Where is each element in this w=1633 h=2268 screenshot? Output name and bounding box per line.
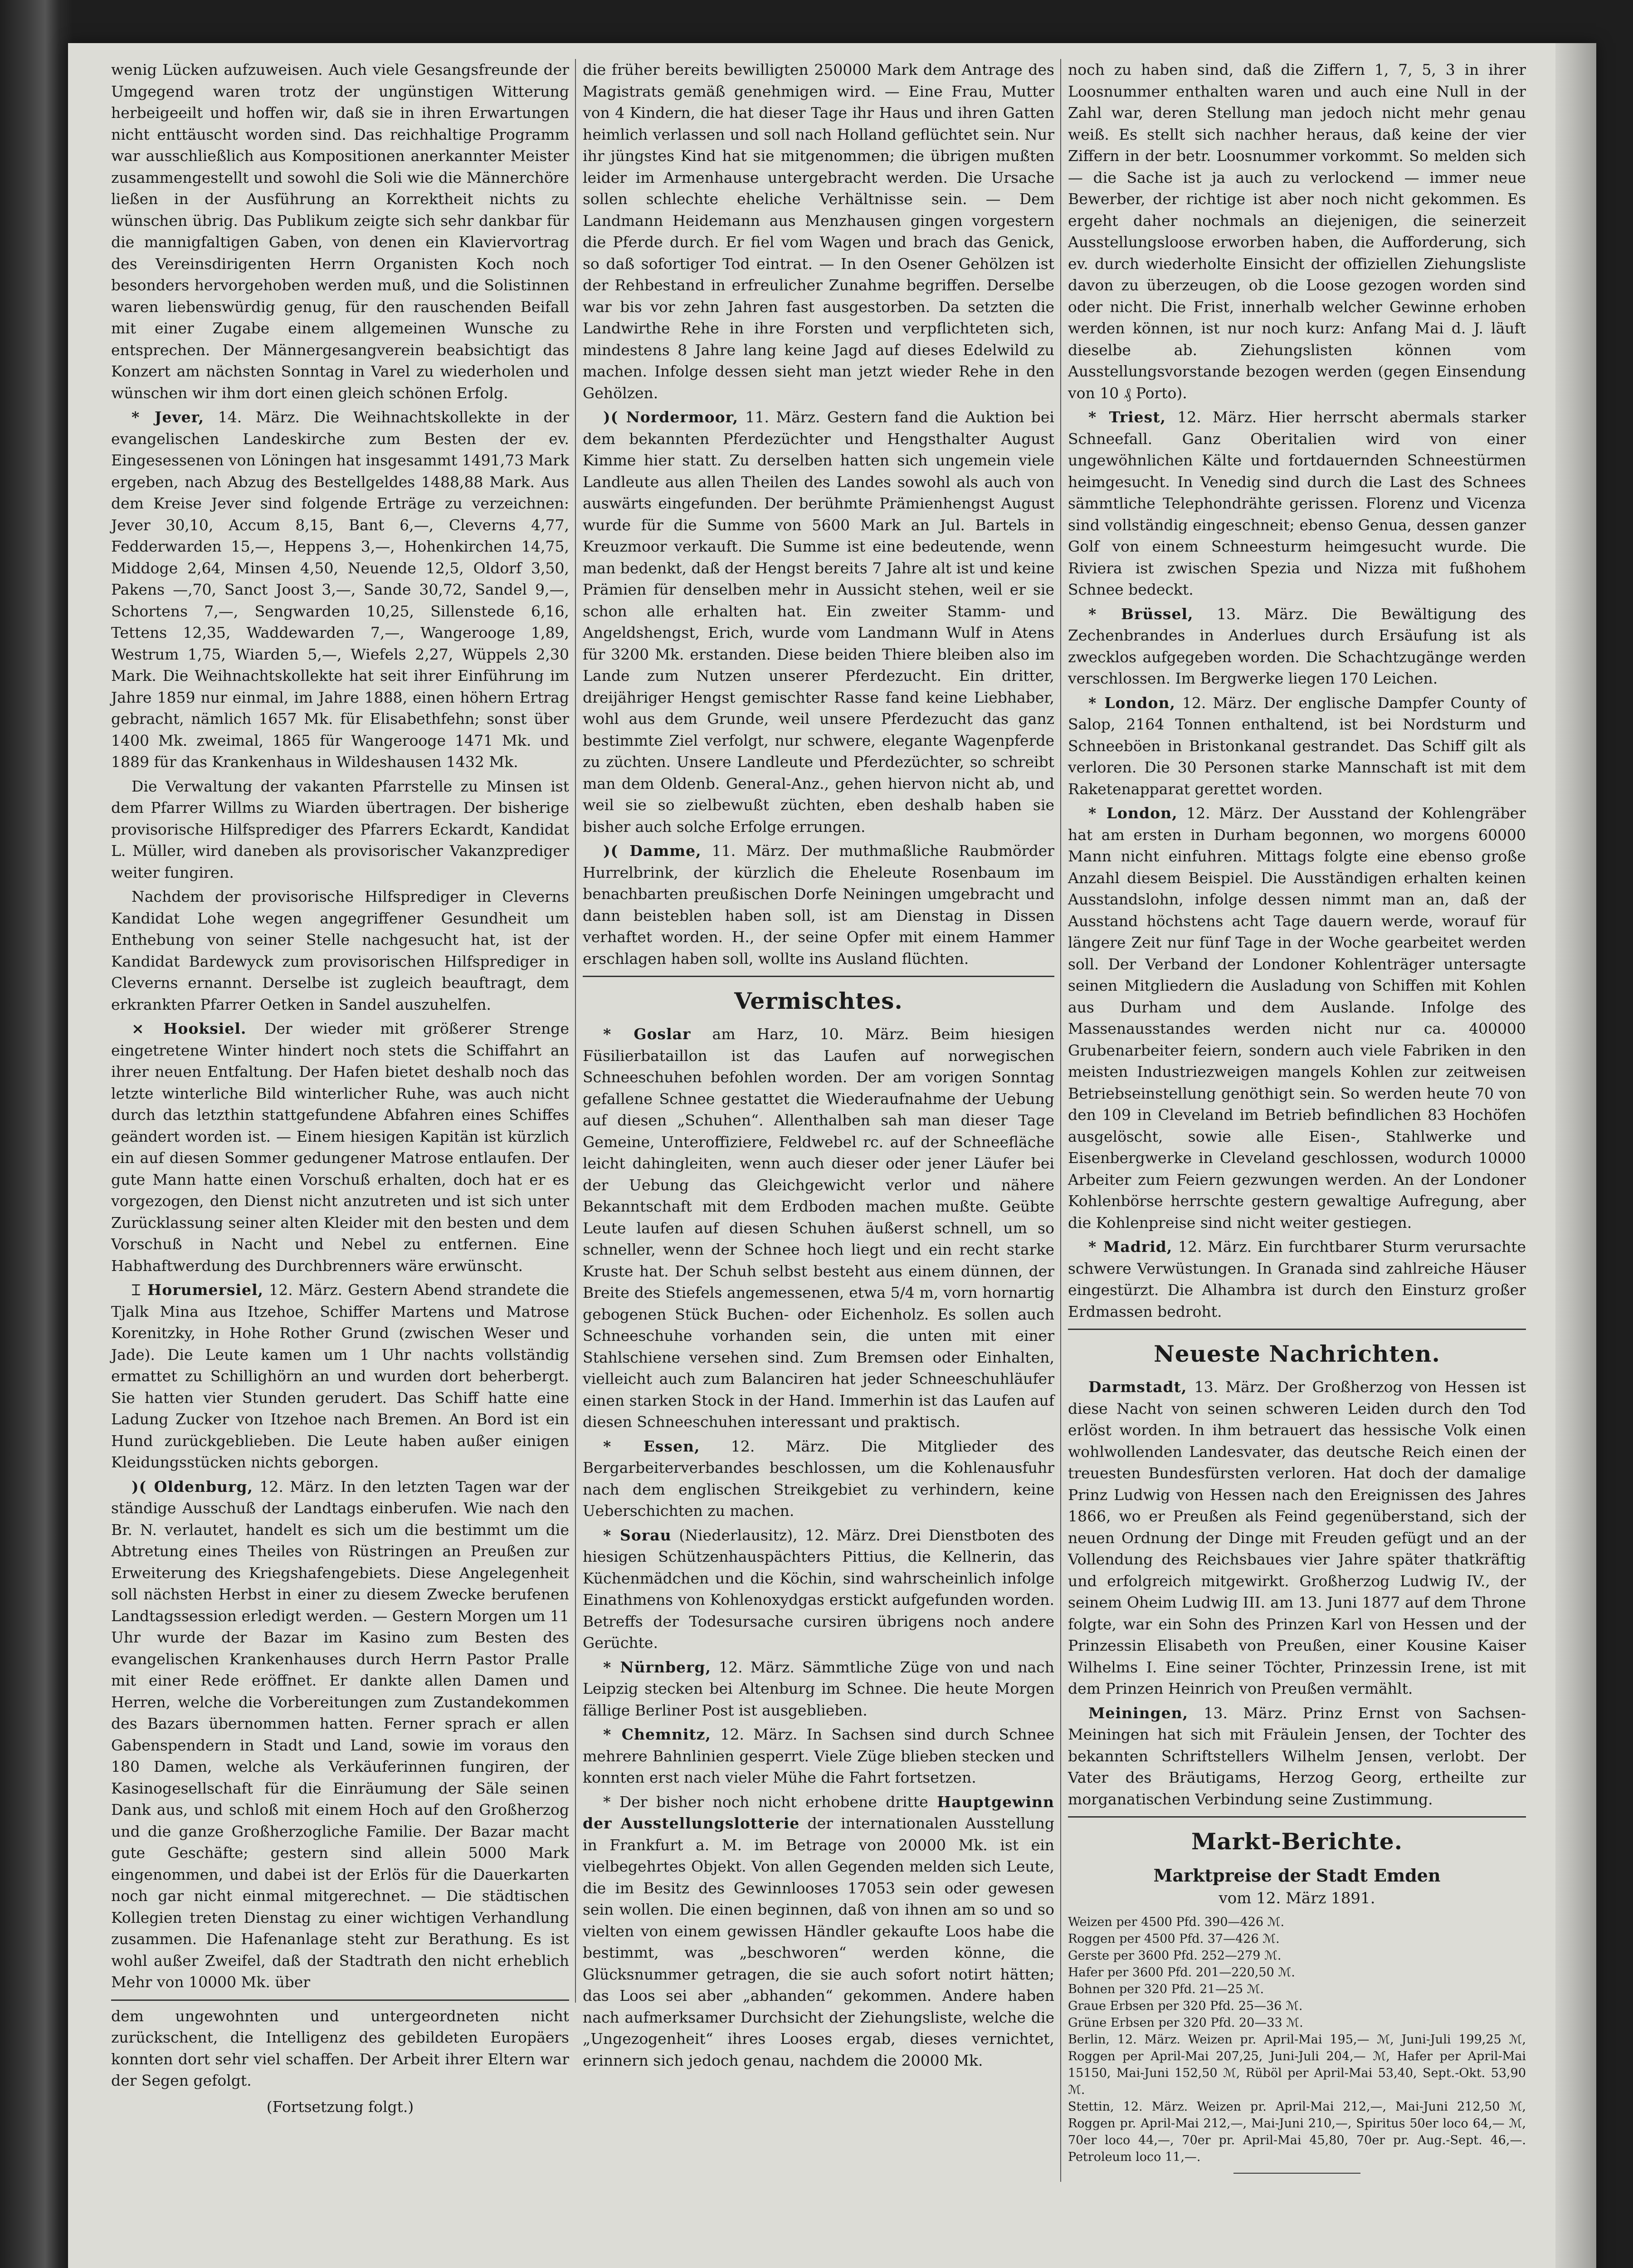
closing-rule	[1233, 2173, 1360, 2174]
column-rule-2	[1060, 59, 1061, 2182]
article-text: 12. März. Ein furchtbarer Sturm verursachte schwere Verwüstungen. In Granada sind zahlreiche Häuser eingestürzt. Die Alhambra ist durch den Einsturz großer Erdmassen bedroht.	[1068, 1238, 1526, 1320]
article-dateline: Darmstadt,	[1088, 1378, 1187, 1396]
article-text: 11. März. Gestern fand die Auktion bei dem bekannten Pferdezüchter und Hengsthalter August Kimme hier statt. Zu derselben hatten sich ungemein viele Landleute aus allen Theilen des Landes sowohl als auch von auswärts eingefunden. Der berühmte Prämienhengst August wurde für die Summe von 5600 Mark an Jul. Bartels in Kreuzmoor verkauft. Die Summe ist eine bedeutende, wenn man bedenkt, daß der Hengst bereits 7 Jahre alt ist und keine Prämien für denselben mehr in Aussicht stehen, weil er sie schon alle erhalten hat. Ein zweiter Stamm- und Angeldshengst, Erich, wurde vom Landmann Wulf in Atens für 3200 Mk. erstanden. Diese beiden Thiere bleiben also im Lande zum Nutzen unserer Pferdezucht. Ein dritter, dreijähriger Hengst gemischter Rasse fand keine Liebhaber, wohl aus dem Grunde, weil unsere Pferdezucht das ganz bestimmte Ziel verfolgt, nur schwere, elegante Wagenpferde zu züchten. Unsere Landleute und Pferdezüchter, so schreibt man dem Oldenb. General-Anz., gehen hiervon nicht ab, und weil sie so zielbewußt züchten, eben deshalb haben sie bisher auch solche Erfolge errungen.	[583, 408, 1054, 836]
article-dateline: ⨯ Hooksiel.	[132, 1020, 247, 1037]
market-subheading: Marktpreise der Stadt Emden	[1153, 1865, 1441, 1886]
feuilleton-text: dem ungewohnten und untergeordneten nicht zurückschent, die Intelligenz des gebildeten Europäers konnten dort sehr viel schaffen. Der Arbeit ihrer Eltern war der Segen gefolgt.	[111, 2007, 569, 2089]
article-text: 12. März. Der Ausstand der Kohlengräber hat am ersten in Durham begonnen, wo morgens 60000 Mann nicht einfuhren. Mittags folgte eine ebenso große Anzahl diesem Beispiel. Die Ausständigen erhalten keinen Ausstandslohn, infolge dessen nimmt man an, daß der Ausstand höchstens acht Tage dauern werde, worauf für längere Zeit nur fünf Tage in der Woche gearbeitet werden soll. Der Verband der Londoner Kohlenträger untersagte seinen Mitgliedern die Ausladung von Schiffen mit Kohlen aus Durham und dem Auslande. Infolge des Massenausstandes werden nicht nur ca. 400000 Grubenarbeiter feiern, sondern auch viele Fabriken in den meisten Industriezweigen mangels Kohlen zur zeitweisen Betriebseinstellung genöthigt sein. So werden heute 70 von den 109 in Cleveland im Betrieb befindlichen 83 Hochöfen ausgelöscht, sowie alle Eisen-, Stahlwerke und Eisenbergwerke in Cleveland geschlossen, wodurch 10000 Arbeiter zum Feiern gezwungen werden. An der Londoner Kohlenbörse herrschte gestern gewaltige Aufregung, aber die Kohlenpreise sind nicht weiter gestiegen.	[1068, 804, 1526, 1232]
article-dateline: * Chemnitz,	[603, 1725, 711, 1743]
market-line: Roggen per 4500 Pfd. 37—426 ℳ.	[1068, 1932, 1280, 1946]
article-text: * Der bisher noch nicht erhobene dritte	[603, 1793, 928, 1811]
article-text: (Niederlausitz), 12. März. Drei Dienstboten des hiesigen Schützenhauspächters Pittius, die Kellnerin, das Küchenmädchen und die Köchin, sind wahrscheinlich infolge Einathmens von Kohlenoxydgas erstickt aufgefunden worden. Betreffs der Todesursache cursiren übrigens noch andere Gerüchte.	[583, 1526, 1054, 1652]
article-dateline: * London,	[1088, 804, 1178, 822]
market-line: Bohnen per 320 Pfd. 21—25 ℳ.	[1068, 1982, 1264, 1996]
market-line: Graue Erbsen per 320 Pfd. 25—36 ℳ.	[1068, 1999, 1303, 2013]
article-text: die früher bereits bewilligten 250000 Mark dem Antrage des Magistrats gemäß genehmigen wird. — Eine Frau, Mutter von 4 Kindern, die hat dieser Tage ihr Haus und ihren Gatten heimlich verlassen und soll nach Holland geflüchtet sein. Nur ihr jüngstes Kind hat sie mitgenommen; die übrigen mußten leider im Armenhause untergebracht werden. Die Ursache sollen schlechte eheliche Verhältnisse sein. — Dem Landmann Heidemann aus Menzhausen gingen vorgestern die Pferde durch. Er fiel vom Wagen und brach das Genick, so daß sofortiger Tod eintrat. — In den Osener Gehölzen ist der Rehbestand in erfreulicher Zunahme begriffen. Derselbe war bis vor zehn Jahren fast ausgestorben. Da setzten die Landwirthe Rehe in ihre Forsten und verpflichteten sich, mindestens 8 Jahre lang keine Jagd auf dieses Edelwild zu machen. Infolge dessen sieht man jetzt wieder Rehe in den Gehölzen.	[583, 61, 1054, 402]
market-line: Weizen per 4500 Pfd. 390—426 ℳ.	[1068, 1915, 1285, 1929]
article-dateline: ⌶ Horumersiel,	[132, 1281, 264, 1299]
article-text: 12. März. In Sachsen sind durch Schnee mehrere Bahnlinien gesperrt. Viele Züge blieben stecken und konnten erst nach vieler Mühe die Fahrt fortsetzen.	[583, 1725, 1055, 1786]
article-text: 12. März. Die Mitglieder des Bergarbeiterverbandes beschlossen, um die Kohlenausfuhr nach dem englischen Streikgebiet zu verhindern, keine Ueberschichten zu machen.	[583, 1437, 1054, 1520]
article	[583, 840, 1054, 969]
article-text: am Harz, 10. März. Beim hiesigen Füsilierbataillon ist das Laufen auf norwegischen Schneeschuhen befohlen worden. Der am vorigen Sonntag gefallene Schnee gestattet die Wiederaufnahme der Uebung auf diesen „Schuhen“. Allenthalben sah man dieser Tage Gemeine, Unteroffiziere, Feldwebel rc. auf der Schneefläche leicht dahingleiten, wenn auch dieser oder jener Läufer bei der Uebung das Gleichgewicht verlor und nähere Bekanntschaft mit dem Erdboden machen mußte. Geübte Leute laufen auf diesen Schuhen äußerst schnell, um so schneller, wenn der Schnee hoch liegt und ein recht starke Kruste hat. Der Schuh selbst besteht aus einem dünnen, der Breite des Stiefels angemessenen, etwa 5/4 m, vorn hornartig gebogenen Stück Buchen- oder Eichenholz. Es sollen auch Schneeschuhe vorhanden sein, die unten mit einer Stahlschiene versehen sind. Zum Bremsen oder Einhalten, vielleicht auch zum Balanciren hat jeder Schneeschuhläufer einen starken Stock in der Hand. Immerhin ist das Laufen auf diesen Schneeschuhen interessant und praktisch.	[583, 1025, 1054, 1431]
article	[1068, 603, 1526, 689]
article-dateline: * Goslar	[603, 1025, 691, 1043]
article-dateline: * Triest,	[1088, 408, 1166, 426]
article	[1068, 1376, 1526, 1700]
article-dateline: Meiningen,	[1088, 1704, 1189, 1722]
article	[1068, 1236, 1526, 1322]
market-line: Grüne Erbsen per 320 Pfd. 20—33 ℳ.	[1068, 2016, 1303, 2030]
column-2	[583, 59, 1054, 2074]
page-edge	[1555, 43, 1596, 2268]
article-dateline: * Sorau	[603, 1526, 672, 1544]
market-date: vom 12. März 1891.	[1219, 1889, 1375, 1907]
article	[1068, 406, 1526, 601]
article	[1068, 802, 1526, 1233]
article-highlight: Hauptgewinn der Ausstellungslotterie	[583, 1793, 1054, 1832]
article-text: 12. März. Der englische Dampfer County of Salop, 2164 Tonnen enthaltend, ist bei Nordsturm und Schneeböen in Bristonkanal gestrandet. Das Schiff gilt als verloren. Die 30 Personen starke Mannschaft ist mit dem Raketenapparat gerettet worden.	[1068, 694, 1526, 798]
section-heading-vermischtes: Vermischtes.	[734, 987, 903, 1014]
article-text: 12. März. Sämmtliche Züge von und nach Leipzig stecken bei Altenburg im Schnee. Die heute Morgen fällige Berliner Post ist ausgeblieben.	[583, 1658, 1054, 1719]
article-text: wenig Lücken aufzuweisen. Auch viele Gesangsfreunde der Umgegend waren trotz der ungünstigen Witterung herbeigeeilt und hoffen wir, daß sie in ihren Erwartungen nicht enttäuscht worden sind. Das reichhaltige Programm war ausschließlich aus Kompositionen anerkannter Meister zusammengestellt und sowohl die Soli wie die Männerchöre ließen in der Ausführung an Korrektheit nichts zu wünschen übrig. Das Publikum zeigte sich sehr dankbar für die mannigfaltigen Gaben, von denen ein Klaviervortrag des Vereinsdirigenten Herrn Organisten Koch noch besonders hervorgehoben werden muß, und die Solistinnen waren liebenswürdig genug, für den rauschenden Beifall mit einer Zugabe einem allgemeinen Wunsche zu entsprechen. Der Männergesangverein beabsichtigt das Konzert am nächsten Sonntag in Varel zu wiederholen und wünschen wir ihm dort einen gleich schönen Erfolg.	[111, 61, 569, 402]
column-1	[111, 59, 569, 2117]
section-divider	[1068, 1329, 1526, 1330]
section-divider	[583, 976, 1054, 977]
section-divider	[1068, 1816, 1526, 1818]
article-dateline: * Essen,	[603, 1437, 700, 1455]
article-text: 14. März. Die Weihnachtskollekte in der evangelischen Landeskirche zum Besten der ev. Eingesessenen von Löningen hat insgesammt 1491,73 Mark ergeben, nach Abzug des Bestellgeldes 1488,88 Mark. Aus dem Kreise Jever sind folgende Erträge zu verzeichnen: Jever 30,10, Accum 8,15, Bant 6,—, Cleverns 4,77, Fedderwarden 15,—, Heppens 3,—, Hohenkirchen 14,75, Middoge 2,64, Minsen 4,50, Neuende 12,5, Oldorf 3,50, Pakens —,70, Sanct Joost 3,—, Sande 30,72, Sandel 9,—, Schortens 7,—, Sengwarden 10,25, Sillenstede 6,16, Tettens 12,35, Waddewarden 7,—, Wangerooge 1,89, Westrum 1,75, Wiarden 5,—, Wiefels 2,27, Wüppels 2,30 Mark. Die Weihnachtskollekte hat seit ihrer Einführung im Jahre 1859 nur einmal, im Jahre 1888, einen höhern Ertrag gebracht, nämlich 1657 Mk. für Elisabethfehn; sonst über 1400 Mk. zweimal, 1865 für Wangerooge 1471 Mk. und 1889 für das Krankenhaus in Wildeshausen 1432 Mk.	[111, 408, 569, 771]
article	[583, 1657, 1054, 1721]
article	[583, 406, 1054, 837]
article-text: Die Verwaltung der vakanten Pfarrstelle zu Minsen ist dem Pfarrer Willms zu Wiarden übertragen. Der bisherige provisorische Hilfsprediger des Pfarrers Eckardt, Kandidat L. Müller, wird daneben als provisorischer Vakanzprediger weiter fungiren.	[111, 777, 569, 881]
article	[111, 1476, 569, 1993]
article	[1068, 1702, 1526, 1810]
market-line: Berlin, 12. März. Weizen pr. April-Mai 195,— ℳ, Juni-Juli 199,25 ℳ, Roggen per April-Mai 207,25, Juni-Juli 204,— ℳ, Hafer per April-Mai 15150, Mai-Juni 152,50 ℳ, Rüböl per April-Mai 53,40, Sept.-Okt. 53,90 ℳ.	[1068, 2033, 1526, 2097]
article	[583, 1791, 1054, 2072]
article-dateline: * Jever,	[132, 408, 205, 426]
article	[583, 1023, 1054, 1433]
article-text: der internationalen Ausstellung in Frankfurt a. M. im Betrage von 20000 Mk. ist ein vielbegehrtes Objekt. Von allen Gegenden melden sich Leute, die im Besitz des Gewinnlooses 17053 sein oder gewesen sein wollen. Die einen beginnen, daß von ihnen am so und so vielten von einem gewissen Händler gekaufte Loos habe die bestimmt, was „beschworen“ werden könne, die Glücksnummer getragen, die sie auch sofort notirt hätten; das Loos sei aber „abhanden“ gekommen. Andere haben nach aufmerksamer Durchsicht der Ziehungsliste, welche die „Ungezogenheit“ ihres Looses ergab, dieses vernichtet, erinnern sich jedoch genau, nachdem die 20000 Mk.	[583, 1814, 1054, 2069]
article	[111, 1279, 569, 1473]
market-line: Gerste per 3600 Pfd. 252—279 ℳ.	[1068, 1949, 1282, 1963]
article	[111, 406, 569, 773]
feuilleton-divider	[111, 1999, 569, 2001]
article-text: 12. März. In den letzten Tagen war der ständige Ausschuß der Landtags einberufen. Wie nach den Br. N. verlautet, handelt es sich um die bestimmt um die Abtretung eines Theiles von Rüstringen an Preußen zur Erweiterung des Kriegshafengebiets. Diese Angelegenheit soll nächsten Herbst in einer zu diesem Zwecke berufenen Landtagssession erledigt werden. — Gestern Morgen um 11 Uhr wurde der Bazar im Kasino zum Besten des evangelischen Krankenhauses durch Herrn Pastor Pralle mit einer Rede eröffnet. Er dankte allen Damen und Herren, welche die Vorbereitungen zum Zustandekommen des Bazars übernommen hatten. Ferner sprach er allen Gabenspendern in Stadt und Land, sowie im voraus den 180 Damen, welche als Verkäuferinnen fungiren, der Kasinogesellschaft für die Einräumung der Säle seinen Dank aus, und schloß mit einem Hoch auf den Großherzog und die ganze Großherzogliche Familie. Der Bazar macht gute Geschäfte; gestern sind allein 5000 Mark eingenommen, und dabei ist der Erlös für die Dauerkarten noch gar nicht einmal mitgerechnet. — Die städtischen Kollegien treten Dienstag zu einer wichtigen Verhandlung zusammen. Die Hafenanlage steht zur Berathung. Es ist wohl außer Zweifel, daß der Stadtrath den nicht erheblich Mehr von 10000 Mk. über	[111, 1477, 570, 1991]
article	[583, 1525, 1054, 1654]
article-text: 13. März. Der Großherzog von Hessen ist diese Nacht von seinen schweren Leiden durch den Tod erlöst worden. In ihm betrauert das hessische Volk einen wohlwollenden Landesvater, das deutsche Reich einen der treuesten Bundesfürsten verloren. Hat doch der damalige Prinz Ludwig von Hessen nach den Ereignissen des Jahres 1866, wo er Preußen als Feind gegenüberstand, sich der neuen Ordnung der Dinge mit Freuden gefügt und an der Vollendung des Reichsbaues vier Jahre später thatkräftig und erfolgreich mitgewirkt. Großherzog Ludwig IV., der seinem Oheim Ludwig III. am 13. Juni 1877 auf dem Throne folgte, war ein Sohn des Prinzen Karl von Hessen und der Prinzessin Elisabeth von Preußen, einer Kousine Kaiser Wilhelms I. Eine seiner Töchter, Prinzessin Irene, ist mit dem Prinzen Heinrich von Preußen vermählt.	[1068, 1378, 1526, 1697]
continued-note: (Fortsetzung folgt.)	[266, 2097, 414, 2116]
article-text: 12. März. Hier herrscht abermals starker Schneefall. Ganz Oberitalien wird von einer ungewöhnlichen Kälte und fortdauernden Schneestürmen heimgesucht. In Venedig sind durch die Last des Schnees sämmtliche Telephondrähte gerissen. Florenz und Vicenza sind vollständig eingeschneit; ebenso Genua, dessen ganzer Golf von einem Schneesturm heimgesucht wurde. Die Riviera ist zwischen Spezia und Nizza mit fußhohem Schnee bedeckt.	[1068, 408, 1526, 598]
article-dateline: * Madrid,	[1088, 1238, 1173, 1256]
article-dateline: )( Nordermoor,	[603, 408, 739, 426]
market-line: Stettin, 12. März. Weizen pr. April-Mai 212,—, Mai-Juni 212,50 ℳ, Roggen pr. April-Mai 212,—, Mai-Juni 210,—, Spiritus 50er loco 64,— ℳ, 70er loco 44,—, 70er pr. April-Mai 45,80, 70er pr. Aug.-Sept. 46,—. Petroleum loco 11,—.	[1068, 2100, 1526, 2164]
article-text: noch zu haben sind, daß die Ziffern 1, 7, 5, 3 in ihrer Loosnummer enthalten waren und auch eine Null in der Zahl war, deren Stellung man jedoch nicht mehr genau weiß. Es stellt sich nachher heraus, daß keine der vier Ziffern in der betr. Loosnummer vorkommt. So melden sich — die Sache ist ja auch zu verlockend — immer neue Bewerber, der richtige ist aber noch nicht gekommen. Es ergeht daher nochmals an diejenigen, die seinerzeit Ausstellungsloose erworben haben, die Aufforderung, sich ev. durch wiederholte Einsicht der offiziellen Ziehungsliste davon zu überzeugen, ob die Loose gezogen worden sind oder nicht. Die Frist, innerhalb welcher Gewinne erhoben werden können, ist nur noch kurz: Anfang Mai d. J. läuft dieselbe ab. Ziehungslisten können vom Ausstellungsvorstande bezogen werden (gegen Einsendung von 10 ₰ Porto).	[1068, 61, 1526, 402]
article-dateline: * London,	[1088, 694, 1175, 712]
article-text: 12. März. Gestern Abend strandete die Tjalk Mina aus Itzehoe, Schiffer Martens und Matrose Korenitzky, in Hohe Rother Grund (zwischen Weser und Jade). Die Leute kamen um 1 Uhr nachts vollständig ermattet zu Schillighörn an und wurden dort beherbergt. Sie hatten vier Stunden gerudert. Das Schiff hatte eine Ladung Zucker von Itzehoe nach Bremen. An Bord ist ein Hund zurückgeblieben. Die Leute haben außer einigen Kleidungsstücken nichts geborgen.	[111, 1281, 569, 1471]
article	[1068, 692, 1526, 800]
article-text: 13. März. Die Bewältigung des Zechenbrandes in Anderlues durch Ersäufung ist als zwecklos aufgegeben worden. Die Schachtzugänge werden verschlossen. Im Bergwerke liegen 170 Leichen.	[1068, 605, 1526, 687]
article-text: 13. März. Prinz Ernst von Sachsen-Meiningen hat sich mit Fräulein Jensen, der Tochter des bekannten Schriftstellers Wilhelm Jensen, verlobt. Der Vater des Bräutigams, Herzog Georg, ertheilte zur morganatischen Verbindung seine Zustimmung.	[1068, 1704, 1526, 1808]
section-heading-market: Markt-Berichte.	[1191, 1828, 1403, 1855]
section-heading-latest-news: Neueste Nachrichten.	[1154, 1340, 1440, 1367]
article-dateline: )( Oldenburg,	[132, 1477, 253, 1496]
column-3	[1068, 59, 1526, 2181]
article-text: Nachdem der provisorische Hilfsprediger in Cleverns Kandidat Lohe wegen angegriffener Gesundheit um Enthebung von seiner Stelle nachgesucht hat, ist der Kandidat Bardewyck zum provisorischen Hilfsprediger in Cleverns ernannt. Derselbe ist zugleich beauftragt, dem erkrankten Pfarrer Oetken in Sandel auszuhelfen.	[111, 888, 569, 1013]
column-rule-1	[575, 59, 576, 2003]
article-dateline: * Brüssel,	[1088, 605, 1194, 623]
article-dateline: )( Damme,	[603, 842, 702, 860]
article	[583, 1436, 1054, 1522]
article-text: 11. März. Der muthmaßliche Raubmörder Hurrelbrink, der kürzlich die Eheleute Rosenbaum im benachbarten preußischen Dorfe Neiningen umgebracht und dann beisteblen haben soll, ist am Dienstag in Dissen verhaftet worden. H., der seine Opfer mit einem Hammer erschlagen haben soll, wollte ins Ausland flüchten.	[583, 842, 1054, 968]
article-text: Der wieder mit größerer Strenge eingetretene Winter hindert noch stets die Schiffahrt an ihrer neuen Entfaltung. Der Hafen bietet deshalb noch das letzte winterliche Bild winterlicher Ruhe, was auch nicht durch das letzthin stattgefundene Abfahren eines Schiffes geändert worden ist. — Einem hiesigen Kapitän ist kürzlich ein auf diesen Sommer gedungener Matrose entlaufen. Der gute Mann hatte einen Vorschuß erhalten, doch hat er es vorgezogen, den Dienst nicht anzutreten und ist sich unter Zurücklassung seiner alten Kleider mit den besten und dem Vorschuß in Nacht und Nebel zu entfernen. Eine Habhaftwerdung des Durchbrenners wäre erwünscht.	[111, 1020, 570, 1275]
article-dateline: * Nürnberg,	[603, 1658, 711, 1676]
article	[111, 1018, 569, 1276]
article	[583, 1724, 1054, 1789]
market-line: Hafer per 3600 Pfd. 201—220,50 ℳ.	[1068, 1965, 1295, 1980]
